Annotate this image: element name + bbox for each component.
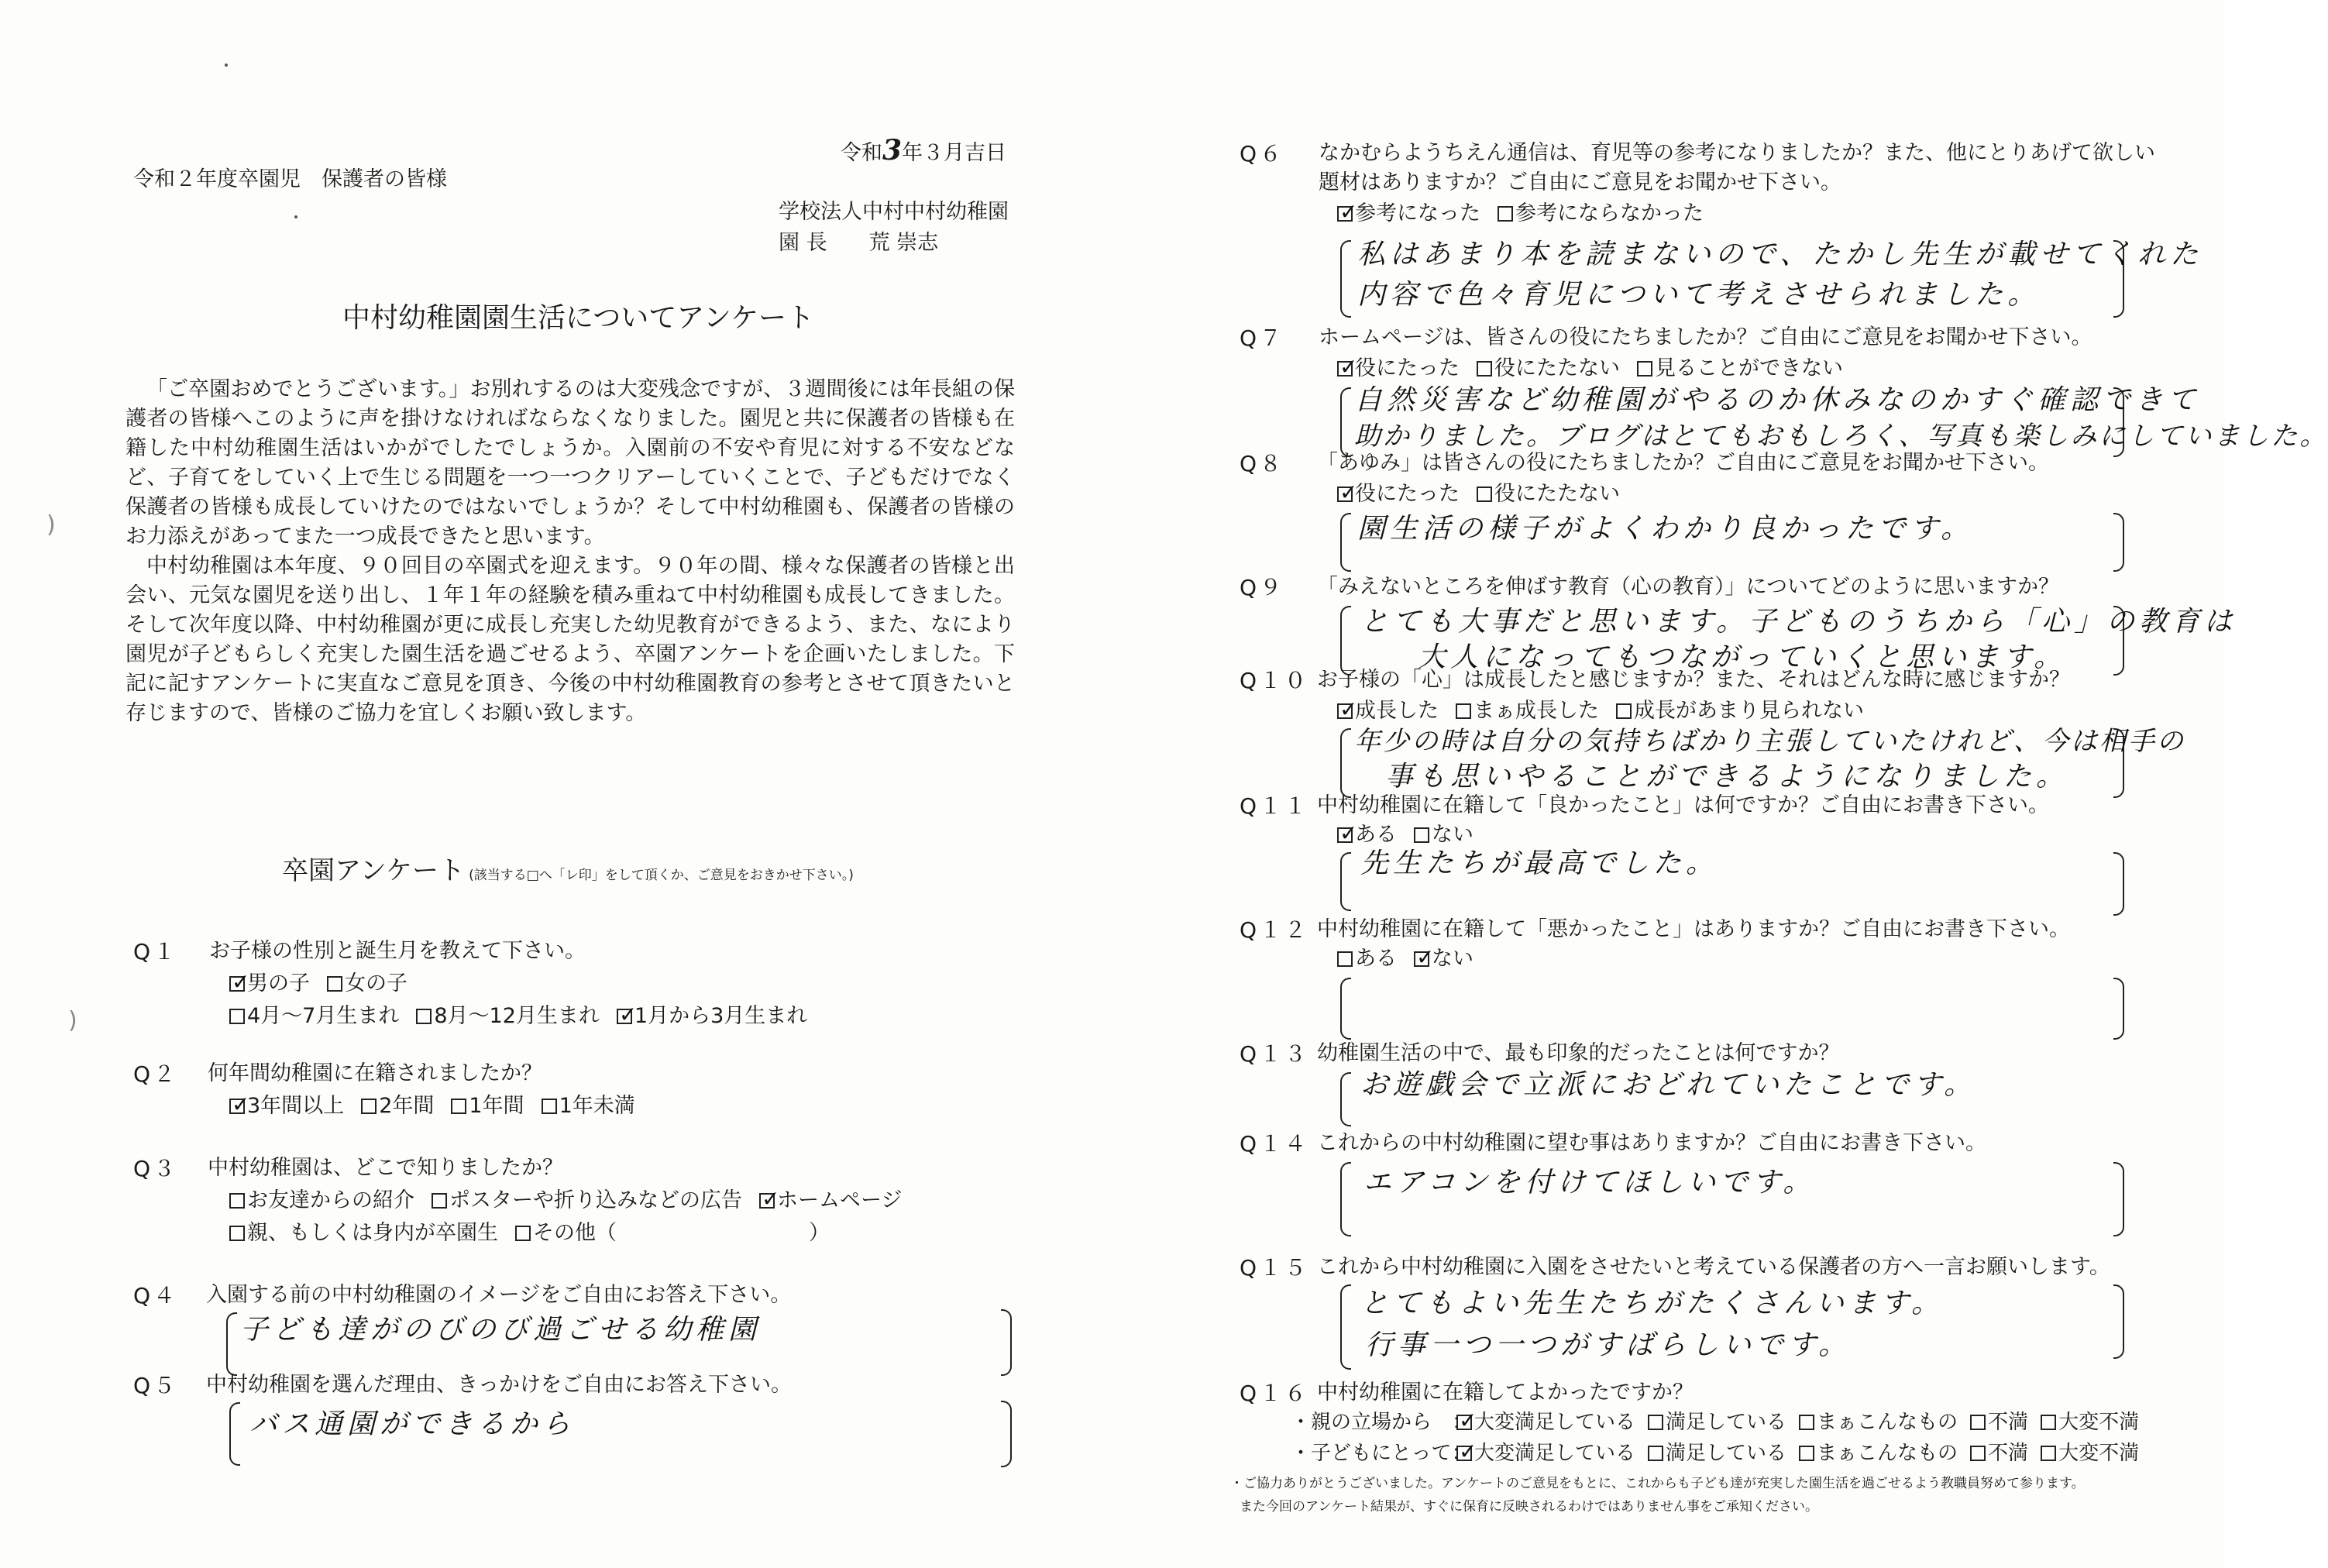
- option-1yr[interactable]: 1年間: [451, 1094, 524, 1119]
- q15-answer-line2[interactable]: 行事一つ一つがすばらしいです。: [1365, 1329, 1852, 1361]
- q13-number: Q１３: [1240, 1041, 1310, 1067]
- q5-number: Q５: [133, 1373, 179, 1398]
- option-not-helpful[interactable]: 参考にならなかった: [1498, 201, 1704, 226]
- survey-title: 卒園アンケート: [282, 855, 465, 886]
- date-suffix: 年３月吉日: [902, 141, 1007, 165]
- checkbox[interactable]: [1799, 1415, 1814, 1430]
- checkbox[interactable]: [416, 1009, 432, 1024]
- option-so-so[interactable]: まぁこんなもの: [1799, 1441, 1958, 1466]
- checkbox[interactable]: [451, 1099, 466, 1114]
- checkbox[interactable]: [229, 1009, 245, 1024]
- checkbox[interactable]: [1637, 361, 1652, 377]
- q15-number: Q１５: [1240, 1255, 1310, 1281]
- option-2yrs[interactable]: 2年間: [361, 1094, 434, 1119]
- checkbox-checked[interactable]: [617, 1009, 632, 1024]
- q5-answer[interactable]: バス通園ができるから: [249, 1408, 576, 1440]
- answer-bracket-left: [1340, 606, 1351, 676]
- checkbox-checked[interactable]: [229, 976, 245, 992]
- option-other[interactable]: その他（: [515, 1221, 617, 1246]
- option-no[interactable]: ない: [1414, 823, 1473, 848]
- checkbox-checked[interactable]: [1456, 1446, 1472, 1461]
- answer-bracket-left: [1340, 1162, 1351, 1236]
- q6-options: [1337, 201, 1704, 226]
- q3-number: Q３: [133, 1156, 179, 1181]
- checkbox[interactable]: [229, 1193, 245, 1209]
- q4-number: Q４: [133, 1283, 179, 1308]
- q15-answer-line1[interactable]: とてもよい先生たちがたくさんいます。: [1360, 1288, 1945, 1319]
- answer-bracket-left: [1340, 728, 1351, 798]
- q7-number: Q７: [1240, 325, 1285, 351]
- scan-speck: [225, 64, 228, 67]
- date-year: 3: [882, 134, 903, 167]
- q6-answer-line2[interactable]: 内容で色々育児について考えさせられました。: [1357, 279, 2041, 311]
- checkbox[interactable]: [1799, 1446, 1814, 1461]
- checkbox-checked[interactable]: [1337, 487, 1353, 502]
- checkbox[interactable]: [1477, 487, 1492, 502]
- option-friend[interactable]: お友達からの紹介: [229, 1188, 414, 1213]
- answer-bracket-left: [1340, 978, 1351, 1040]
- checkbox[interactable]: [1477, 361, 1492, 377]
- answer-bracket-left: [1340, 852, 1351, 911]
- principal-name: 園 長 荒 崇志: [779, 231, 939, 255]
- checkbox-checked[interactable]: [229, 1099, 245, 1114]
- checkbox[interactable]: [327, 976, 342, 992]
- checkbox-checked[interactable]: [1337, 206, 1353, 222]
- q8-number: Q８: [1240, 451, 1285, 476]
- answer-bracket-left: [1340, 240, 1351, 318]
- checkbox[interactable]: [1970, 1415, 1986, 1430]
- checkbox[interactable]: [1498, 206, 1513, 222]
- checkbox[interactable]: [361, 1099, 377, 1114]
- option-3yrs[interactable]: ✓ 3年間以上: [229, 1094, 344, 1119]
- q13-answer[interactable]: お遊戯会で立派におどれていたことです。: [1360, 1069, 1977, 1101]
- answer-bracket-left: [1340, 513, 1351, 572]
- option-satisfied[interactable]: 満足している: [1648, 1441, 1786, 1466]
- q1-options-gender: [229, 971, 407, 996]
- option-not-useful[interactable]: 役にたたない: [1477, 356, 1620, 381]
- q1-number: Q１: [133, 939, 179, 965]
- q10-answer-line2[interactable]: 事も思いやることができるようになりました。: [1385, 761, 2069, 793]
- answer-bracket-right: [2113, 1162, 2124, 1236]
- q2-number: Q２: [133, 1061, 179, 1087]
- q8-answer[interactable]: 園生活の様子がよくわかり良かったです。: [1357, 513, 1974, 545]
- q6-text-2: 題材はありますか？ご自由にご意見をお聞かせ下さい。: [1319, 170, 1841, 194]
- option-apr-jul[interactable]: 4月～7月生まれ: [229, 1004, 399, 1029]
- q16-text: 中村幼稚園に在籍してよかったですか？: [1317, 1381, 1694, 1405]
- option-yes[interactable]: ✓ ある: [1337, 823, 1397, 848]
- q3-options-row2: [229, 1221, 617, 1246]
- q7-answer-line1[interactable]: 自然災害など幼稚園がやるのか休みなのかすぐ確認できて: [1354, 384, 2201, 416]
- q15-text: これから中村幼稚園に入園をさせたいと考えている保護者の方へ一言お願いします。: [1317, 1255, 2110, 1279]
- answer-bracket-left: [1340, 1072, 1351, 1126]
- q14-answer[interactable]: エアコンを付けてほしいです。: [1363, 1167, 1816, 1198]
- option-not-useful[interactable]: 役にたたない: [1477, 482, 1620, 507]
- answer-bracket-right: [1001, 1401, 1012, 1467]
- q16-number: Q１６: [1240, 1381, 1310, 1406]
- q10-answer-line1[interactable]: 年少の時は自分の気持ちばかり主張していたけれど、今は相手の: [1354, 726, 2185, 757]
- checkbox[interactable]: [1616, 703, 1632, 719]
- q5-text: 中村幼稚園を選んだ理由、きっかけをご自由にお答え下さい。: [206, 1373, 792, 1397]
- intro-text: [126, 375, 1015, 728]
- q9-answer-line2[interactable]: 大人になってもつながっていくと思います。: [1418, 641, 2067, 673]
- answer-bracket-right: [2113, 513, 2124, 572]
- checkbox[interactable]: [515, 1226, 531, 1241]
- checkbox-checked[interactable]: [1337, 827, 1353, 843]
- checkbox[interactable]: [1648, 1415, 1663, 1430]
- option-girl[interactable]: 女の子: [327, 971, 407, 996]
- q9-answer-line1[interactable]: とても大事だと思います。子どものうちから「心」の教育は: [1360, 606, 2237, 638]
- q11-options: [1337, 823, 1473, 848]
- q11-number: Q１１: [1240, 793, 1310, 819]
- q10-options: [1337, 699, 1864, 724]
- answer-bracket-left: [226, 1312, 237, 1376]
- q3-options-row1: [229, 1188, 902, 1213]
- q8-options: [1337, 482, 1620, 507]
- q14-number: Q１４: [1240, 1131, 1310, 1157]
- survey-note: (該当する□へ「レ印」をして頂くか、ご意見をおきかせ下さい。): [469, 868, 854, 883]
- checkbox[interactable]: [542, 1099, 557, 1114]
- checkbox[interactable]: [2041, 1446, 2056, 1461]
- option-under-1yr[interactable]: 1年未満: [542, 1094, 635, 1119]
- q1-options-birth: [229, 1004, 807, 1029]
- option-dissatisfied[interactable]: 不満: [1970, 1410, 2028, 1435]
- option-very-dissatisfied[interactable]: 大変不満: [2041, 1441, 2139, 1466]
- q12-number: Q１２: [1240, 917, 1310, 943]
- answer-bracket-left: [1340, 387, 1351, 457]
- option-useful[interactable]: ✓ 役にたった: [1337, 356, 1460, 381]
- option-no[interactable]: ✓ ない: [1414, 947, 1473, 971]
- option-cannot-view[interactable]: 見ることができない: [1637, 356, 1843, 381]
- checkbox[interactable]: [229, 1226, 245, 1241]
- date-prefix: 令和: [841, 141, 882, 165]
- checkbox-checked[interactable]: [1337, 703, 1353, 719]
- checkbox[interactable]: [1970, 1446, 1986, 1461]
- option-yes[interactable]: ある: [1337, 947, 1397, 971]
- option-little-growth[interactable]: 成長があまり見られない: [1616, 699, 1864, 724]
- q11-answer[interactable]: 先生たちが最高でした。: [1360, 848, 1719, 879]
- option-so-so[interactable]: まぁこんなもの: [1799, 1410, 1958, 1435]
- option-grew-somewhat[interactable]: まぁ成長した: [1456, 699, 1599, 724]
- checkbox[interactable]: [432, 1193, 447, 1209]
- checkbox[interactable]: [1337, 951, 1353, 967]
- checkbox[interactable]: [1648, 1446, 1663, 1461]
- q9-text: 「みえないところを伸ばす教育（心の教育）」についてどのように思いますか？: [1317, 575, 2059, 599]
- checkbox-checked[interactable]: [1414, 951, 1429, 967]
- q7-options: [1337, 356, 1843, 381]
- q1-text: お子様の性別と誕生月を教えて下さい。: [209, 939, 586, 963]
- q13-text: 幼稚園生活の中で、最も印象的だったことは何ですか？: [1317, 1041, 1840, 1065]
- school-name: 学校法人中村中村幼稚園: [779, 200, 1009, 224]
- q12-text: 中村幼稚園に在籍して「悪かったこと」はありますか？ご自由にお書き下さい。: [1317, 917, 2070, 941]
- option-helpful[interactable]: ✓ 参考になった: [1337, 201, 1480, 226]
- q6-text: なかむらようちえん通信は、育児等の参考になりましたか？また、他にとりあげて欲しい: [1319, 141, 2155, 165]
- q8-text: 「あゆみ」は皆さんの役にたちましたか？ご自由にご意見をお聞かせ下さい。: [1317, 451, 2049, 475]
- option-homepage[interactable]: ✓ ホームページ: [759, 1188, 902, 1213]
- q2-options: [229, 1094, 635, 1119]
- checkbox[interactable]: [1456, 703, 1471, 719]
- other-close-paren: ）: [809, 1221, 830, 1245]
- q7-answer-line2[interactable]: 助かりました。ブログはとてもおもしろく、写真も楽しみにしていました。: [1354, 421, 2328, 452]
- checkbox-checked[interactable]: [1456, 1415, 1472, 1430]
- issue-date: [841, 134, 1007, 167]
- q16-parent-label: ・親の立場から ：: [1291, 1411, 1473, 1434]
- option-satisfied[interactable]: 満足している: [1648, 1410, 1786, 1435]
- option-boy[interactable]: ✓ 男の子: [229, 971, 310, 996]
- footer-note-1: ・ご協力ありがとうございました。アンケートのご意見をもとに、これからも子ども達が充実した園生活を過ごせるよう教職員努めて参ります。: [1230, 1476, 2085, 1491]
- option-alumni[interactable]: 親、もしくは身内が卒園生: [229, 1221, 498, 1246]
- answer-bracket-left: [229, 1402, 240, 1466]
- footer-note-2: また今回のアンケート結果が、すぐに保育に反映されるわけではありません事をご承知ください。: [1240, 1499, 1818, 1515]
- q16-parent-options: [1456, 1410, 2139, 1435]
- checkbox-checked[interactable]: [759, 1193, 775, 1209]
- q12-options: [1337, 947, 1473, 971]
- q2-text: 何年間幼稚園に在籍されましたか？: [208, 1061, 542, 1085]
- q3-text: 中村幼稚園は、どこで知りましたか？: [208, 1156, 563, 1180]
- punch-hole-mark: ): [68, 1007, 77, 1034]
- option-ad[interactable]: ポスターや折り込みなどの広告: [432, 1188, 742, 1213]
- q7-text: ホームページは、皆さんの役にたちましたか？ご自由にご意見をお聞かせ下さい。: [1319, 325, 2092, 349]
- q16-child-label: ・子どもにとって：: [1291, 1442, 1472, 1465]
- q10-number: Q１０: [1240, 668, 1310, 693]
- q10-text: お子様の「心」は成長したと感じますか？また、それはどんな時に感じますか？: [1317, 668, 2070, 692]
- page-title: 中村幼稚園園生活についてアンケート: [342, 302, 815, 334]
- q14-text: これからの中村幼稚園に望む事はありますか？ご自由にお書き下さい。: [1317, 1131, 1986, 1155]
- option-very-satisfied[interactable]: ✓ 大変満足している: [1456, 1441, 1635, 1466]
- q6-answer-line1[interactable]: 私はあまり本を読まないので、たかし先生が載せてくれた: [1357, 239, 2203, 270]
- answer-bracket-left: [1340, 1284, 1351, 1370]
- option-aug-dec[interactable]: 8月～12月生まれ: [416, 1004, 600, 1029]
- q16-child-options: [1456, 1441, 2139, 1466]
- q9-number: Q９: [1240, 575, 1285, 600]
- option-very-dissatisfied[interactable]: 大変不満: [2041, 1410, 2139, 1435]
- checkbox-checked[interactable]: [1337, 361, 1353, 377]
- option-jan-mar[interactable]: ✓ 1月から3月生まれ: [617, 1004, 807, 1029]
- intro-paragraph-1: 「ご卒園おめでとうございます。」お別れするのは大変残念ですが、３週間後には年長組の保護者の皆様へこのように声を掛けなければならなくなりました。園児と共に保護者の皆様も在籍した中村幼稚園生活はいかがでしたでしょうか。入園前の不安や育児に対する不安などなど、子育てをしていく上で生じる問題を一つ一つクリアーしていくことで、子どもだけでなく保護者の皆様も成長していけたのではないでしょうか？そして中村幼稚園も、保護者の皆様のお力添えがあってまた一つ成長できたと思います。: [126, 377, 1015, 548]
- answer-bracket-right: [2113, 1284, 2124, 1359]
- checkbox[interactable]: [1414, 827, 1429, 843]
- scan-speck: [294, 215, 297, 218]
- punch-hole-mark: ): [46, 511, 56, 538]
- option-dissatisfied[interactable]: 不満: [1970, 1441, 2028, 1466]
- q4-text: 入園する前の中村幼稚園のイメージをご自由にお答え下さい。: [206, 1283, 792, 1307]
- checkbox[interactable]: [2041, 1415, 2056, 1430]
- q6-number: Q６: [1240, 141, 1285, 167]
- q4-answer[interactable]: 子ども達がのびのび過ごせる幼稚園: [240, 1314, 762, 1346]
- q11-text: 中村幼稚園に在籍して「良かったこと」は何ですか？ご自由にお書き下さい。: [1317, 793, 2049, 817]
- answer-bracket-right: [2113, 852, 2124, 916]
- option-very-satisfied[interactable]: ✓ 大変満足している: [1456, 1410, 1635, 1435]
- addressee: 令和２年度卒園児 保護者の皆様: [133, 167, 447, 191]
- answer-bracket-right: [2113, 978, 2124, 1040]
- answer-bracket-right: [1001, 1309, 1012, 1376]
- option-grew[interactable]: ✓ 成長した: [1337, 699, 1439, 724]
- option-useful[interactable]: ✓ 役にたった: [1337, 482, 1460, 507]
- survey-heading: [282, 855, 854, 886]
- intro-paragraph-2: 中村幼稚園は本年度、９０回目の卒園式を迎えます。９０年の間、様々な保護者の皆様と出会い、元気な園児を送り出し、１年１年の経験を積み重ねて中村幼稚園も成長してきました。そして次年度以降、中村幼稚園が更に成長し充実した幼児教育ができるよう、また、なにより園児が子どもらしく充実した園生活を過ごせるよう、卒園アンケートを企画いたしました。下記に記すアンケートに実直なご意見を頂き、今後の中村幼稚園教育の参考とさせて頂きたいと存じますので、皆様のご協力を宜しくお願い致します。: [126, 554, 1015, 725]
